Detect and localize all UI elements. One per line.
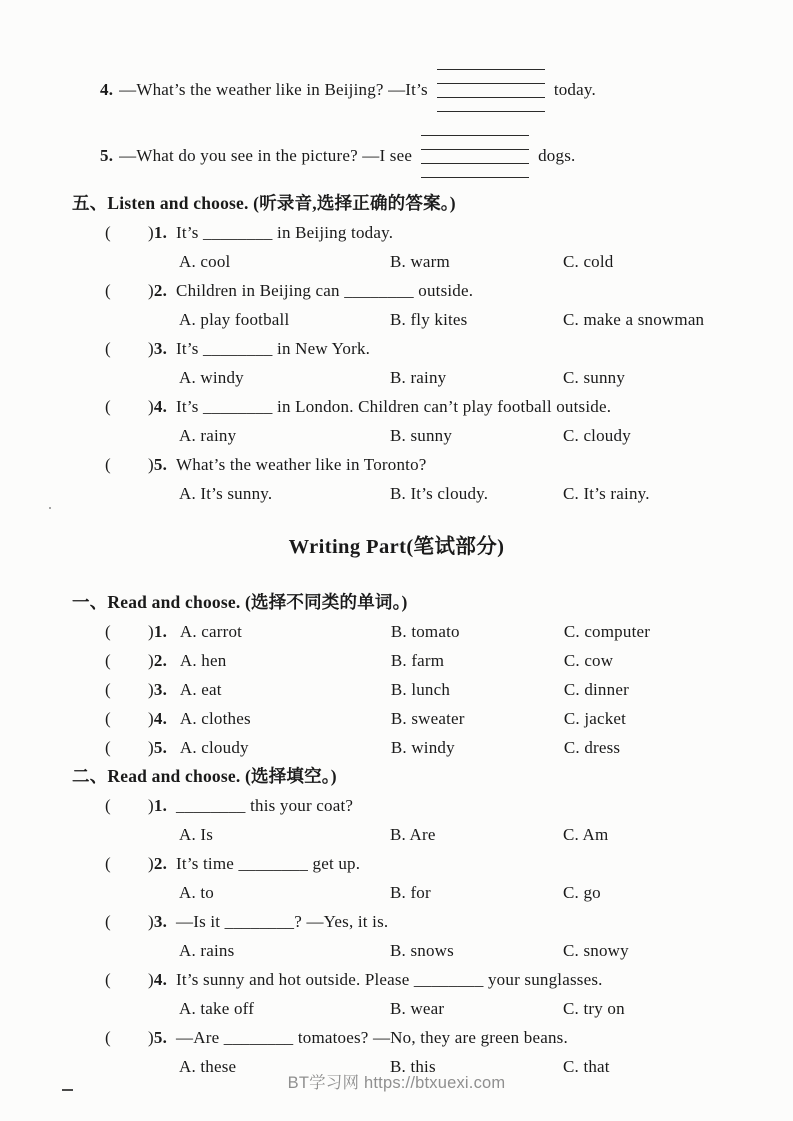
option-c[interactable]: C. cold	[563, 252, 614, 271]
option-b[interactable]: B. rainy	[390, 368, 447, 387]
question-stem: It’s ________ in Beijing today.	[176, 223, 394, 242]
scan-artifact-dash	[62, 1089, 73, 1091]
option-c[interactable]: C. snowy	[563, 941, 629, 960]
question-number: 1.	[153, 796, 168, 815]
question-stem: Children in Beijing can ________ outside.	[176, 281, 474, 300]
option-c[interactable]: C. It’s rainy.	[563, 484, 650, 503]
section-heading-listen: 五、Listen and choose. (听录音,选择正确的答案。)	[72, 193, 456, 213]
listen-question-3	[0, 334, 793, 363]
answer-blank-lines[interactable]	[437, 69, 545, 112]
option-b[interactable]: B. Are	[390, 825, 436, 844]
answer-paren-close: )	[148, 651, 154, 670]
fill-question-5	[0, 123, 793, 189]
option-a[interactable]: A. windy	[179, 368, 244, 387]
option-a[interactable]: A. cool	[179, 252, 231, 271]
answer-paren-close: )	[148, 339, 154, 358]
listen-question-1	[0, 218, 793, 247]
option-c[interactable]: C. computer	[563, 622, 651, 641]
option-a[interactable]: A. hen	[179, 651, 227, 670]
question-stem: What’s the weather like in Toronto?	[176, 455, 427, 474]
option-c[interactable]: C. sunny	[563, 368, 626, 387]
read2-options-1	[0, 820, 793, 849]
listen-options-1	[0, 247, 793, 276]
answer-paren-open: (	[105, 223, 111, 242]
read2-question-1	[0, 791, 793, 820]
option-a[interactable]: A. to	[179, 883, 214, 902]
option-b[interactable]: B. tomato	[390, 622, 460, 641]
read1-question-5	[0, 733, 793, 762]
question-number: 1.	[153, 622, 168, 641]
answer-paren-close: )	[148, 912, 154, 931]
read2-options-3	[0, 936, 793, 965]
question-number: 5.	[153, 455, 168, 474]
option-b[interactable]: B. warm	[390, 252, 450, 271]
question-number: 5.	[100, 146, 114, 165]
read1-question-3	[0, 675, 793, 704]
answer-paren-open: (	[105, 339, 111, 358]
question-stem: —Is it ________? —Yes, it is.	[176, 912, 389, 931]
answer-paren-close: )	[148, 1028, 154, 1047]
option-c[interactable]: C. cloudy	[563, 426, 631, 445]
question-number: 3.	[153, 339, 168, 358]
section-heading-read2: 二、Read and choose. (选择填空。)	[72, 766, 337, 786]
answer-blank-lines[interactable]	[421, 135, 529, 178]
option-b[interactable]: B. for	[390, 883, 431, 902]
question-number: 2.	[153, 281, 168, 300]
listen-options-5	[0, 479, 793, 508]
option-c[interactable]: C. dinner	[563, 680, 629, 699]
fill-question-4	[0, 57, 793, 123]
question-stem: —Are ________ tomatoes? —No, they are green beans.	[176, 1028, 568, 1047]
question-number: 3.	[153, 912, 168, 931]
option-a[interactable]: A. eat	[179, 680, 222, 699]
answer-paren-open: (	[105, 680, 111, 699]
read1-question-2	[0, 646, 793, 675]
read2-question-4	[0, 965, 793, 994]
option-c[interactable]: C. try on	[563, 999, 625, 1018]
listen-options-3	[0, 363, 793, 392]
watermark-footer: BT学习网 https://btxuexi.com	[287, 1074, 506, 1092]
option-b[interactable]: B. fly kites	[390, 310, 468, 329]
option-c[interactable]: C. dress	[563, 738, 621, 757]
option-a[interactable]: A. cloudy	[179, 738, 249, 757]
answer-paren-open: (	[105, 709, 111, 728]
read2-options-4	[0, 994, 793, 1023]
scan-artifact-speck	[49, 507, 51, 509]
option-b[interactable]: B. sweater	[390, 709, 465, 728]
answer-paren-open: (	[105, 397, 111, 416]
answer-paren-open: (	[105, 651, 111, 670]
question-stem: It’s sunny and hot outside. Please ________ your sunglasses.	[176, 970, 603, 989]
option-b[interactable]: B. snows	[390, 941, 454, 960]
answer-paren-open: (	[105, 622, 111, 641]
answer-paren-open: (	[105, 854, 111, 873]
listen-question-5	[0, 450, 793, 479]
option-b[interactable]: B. sunny	[390, 426, 453, 445]
read2-question-3	[0, 907, 793, 936]
option-c[interactable]: C. go	[563, 883, 601, 902]
question-number: 4.	[100, 80, 114, 99]
read2-question-2	[0, 849, 793, 878]
question-text: —What do you see in the picture? —I see	[119, 146, 413, 165]
question-text-after: dogs.	[538, 146, 576, 165]
answer-paren-close: )	[148, 622, 154, 641]
option-c[interactable]: C. cow	[563, 651, 614, 670]
answer-paren-open: (	[105, 281, 111, 300]
answer-paren-open: (	[105, 1028, 111, 1047]
option-a[interactable]: A. clothes	[179, 709, 251, 728]
question-number: 4.	[153, 709, 168, 728]
question-text: —What’s the weather like in Beijing? —It’s	[119, 80, 428, 99]
option-a[interactable]: A. It’s sunny.	[179, 484, 273, 503]
listen-question-2	[0, 276, 793, 305]
option-c[interactable]: C. that	[563, 1057, 610, 1076]
read2-question-5	[0, 1023, 793, 1052]
question-stem: It’s ________ in London. Children can’t play football outside.	[176, 397, 612, 416]
section-heading-read1: 一、Read and choose. (选择不同类的单词。)	[72, 592, 408, 612]
option-a[interactable]: A. Is	[179, 825, 214, 844]
answer-paren-close: )	[148, 680, 154, 699]
option-a[interactable]: A. these	[179, 1057, 237, 1076]
answer-paren-open: (	[105, 738, 111, 757]
answer-paren-close: )	[148, 455, 154, 474]
question-number: 2.	[153, 651, 168, 670]
answer-paren-close: )	[148, 281, 154, 300]
question-number: 1.	[153, 223, 168, 242]
option-b[interactable]: B. farm	[390, 651, 445, 670]
answer-paren-open: (	[105, 455, 111, 474]
answer-paren-close: )	[148, 970, 154, 989]
answer-paren-close: )	[148, 738, 154, 757]
option-c[interactable]: C. make a snowman	[563, 310, 705, 329]
listen-question-4	[0, 392, 793, 421]
question-number: 3.	[153, 680, 168, 699]
answer-paren-close: )	[148, 397, 154, 416]
question-number: 5.	[153, 1028, 168, 1047]
answer-paren-open: (	[105, 970, 111, 989]
question-number: 2.	[153, 854, 168, 873]
read1-question-4	[0, 704, 793, 733]
option-b[interactable]: B. windy	[390, 738, 455, 757]
option-b[interactable]: B. lunch	[390, 680, 451, 699]
question-number: 5.	[153, 738, 168, 757]
option-b[interactable]: B. wear	[390, 999, 445, 1018]
question-stem: It’s ________ in New York.	[176, 339, 371, 358]
question-text-after: today.	[553, 80, 596, 99]
question-number: 4.	[153, 970, 168, 989]
answer-paren-close: )	[148, 709, 154, 728]
answer-paren-open: (	[105, 912, 111, 931]
read2-options-2	[0, 878, 793, 907]
option-a[interactable]: A. carrot	[179, 622, 243, 641]
option-a[interactable]: A. play football	[179, 310, 290, 329]
question-stem: It’s time ________ get up.	[176, 854, 361, 873]
option-b[interactable]: B. this	[390, 1057, 436, 1076]
answer-paren-close: )	[148, 223, 154, 242]
option-a[interactable]: A. take off	[179, 999, 255, 1018]
question-number: 4.	[153, 397, 168, 416]
answer-paren-close: )	[148, 854, 154, 873]
answer-paren-open: (	[105, 796, 111, 815]
listen-options-2	[0, 305, 793, 334]
answer-paren-close: )	[148, 796, 154, 815]
listen-options-4	[0, 421, 793, 450]
question-stem: ________ this your coat?	[176, 796, 354, 815]
option-c[interactable]: C. Am	[563, 825, 609, 844]
option-b[interactable]: B. It’s cloudy.	[390, 484, 489, 503]
writing-part-title: Writing Part(笔试部分)	[288, 536, 505, 558]
option-a[interactable]: A. rains	[179, 941, 235, 960]
option-a[interactable]: A. rainy	[179, 426, 237, 445]
read1-question-1	[0, 617, 793, 646]
option-c[interactable]: C. jacket	[563, 709, 627, 728]
